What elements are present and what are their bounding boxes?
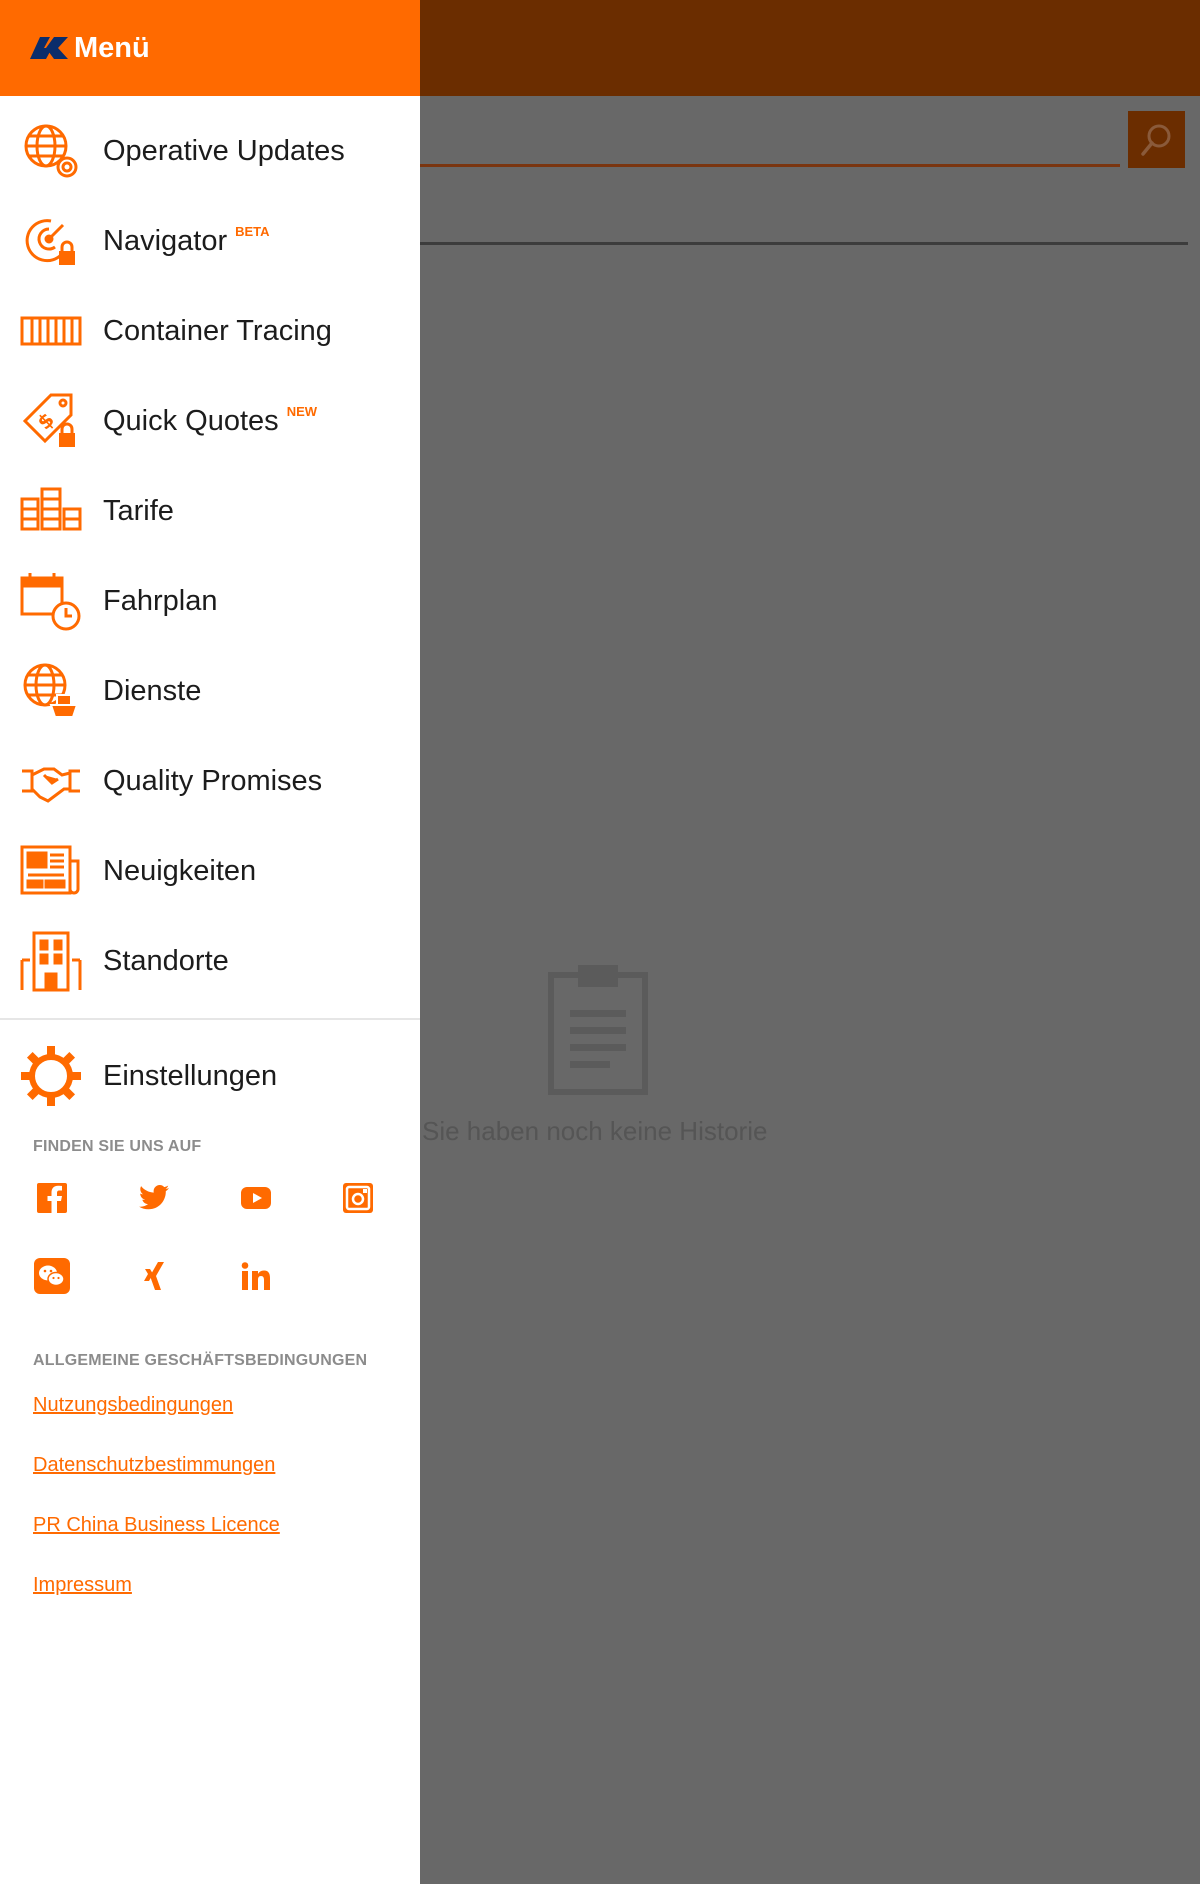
menu-label: Quick Quotes	[103, 404, 279, 437]
twitter-icon[interactable]	[124, 1168, 184, 1228]
search-input[interactable]	[420, 164, 1120, 167]
drawer-menu	[0, 106, 420, 1006]
imprint-link[interactable]: Impressum	[33, 1574, 132, 1596]
privacy-policy-link[interactable]: Datenschutzbestimmungen	[33, 1454, 276, 1476]
settings-label: Einstellungen	[103, 1059, 278, 1092]
youtube-icon[interactable]	[226, 1168, 286, 1228]
social-section-title: FINDEN SIE UNS AUF	[33, 1138, 202, 1155]
gear-icon	[20, 1045, 82, 1107]
menu-label: Dienste	[103, 674, 202, 707]
hapag-logo-icon	[30, 37, 68, 59]
svg-text:$: $	[32, 407, 59, 435]
menu-item-neuigkeiten[interactable]	[0, 826, 420, 916]
drawer-header	[0, 0, 420, 96]
newspaper-icon	[20, 840, 82, 902]
menu-label: Standorte	[103, 944, 229, 977]
drawer-title: Menü	[74, 31, 150, 64]
building-icon	[20, 930, 82, 992]
container-icon	[20, 300, 82, 362]
menu-item-dienste[interactable]	[0, 646, 420, 736]
navigation-drawer	[0, 0, 420, 1884]
terms-of-use-link[interactable]: Nutzungsbedingungen	[33, 1394, 234, 1416]
search-button[interactable]	[1128, 111, 1185, 168]
menu-item-quality-promises[interactable]	[0, 736, 420, 826]
tab-underline	[420, 242, 1188, 245]
menu-item-navigator[interactable]	[0, 196, 420, 286]
legal-links	[0, 1390, 420, 1630]
radar-lock-icon	[20, 210, 82, 272]
menu-item-operative-updates[interactable]	[0, 106, 420, 196]
menu-item-quick-quotes[interactable]	[0, 376, 420, 466]
menu-label: Fahrplan	[103, 584, 218, 617]
globe-gear-icon	[20, 120, 82, 182]
clipboard-icon	[548, 965, 648, 1095]
linkedin-icon[interactable]	[226, 1246, 286, 1306]
menu-label: Neuigkeiten	[103, 854, 257, 887]
social-links	[0, 1168, 420, 1324]
menu-item-container-tracing[interactable]	[0, 286, 420, 376]
globe-ship-icon	[20, 660, 82, 722]
facebook-icon[interactable]	[22, 1168, 82, 1228]
menu-item-fahrplan[interactable]	[0, 556, 420, 646]
search-icon	[1140, 123, 1174, 157]
handshake-icon	[20, 750, 82, 812]
legal-section-title: ALLGEMEINE GESCHÄFTSBEDINGUNGEN	[33, 1352, 368, 1369]
coin-stack-icon	[20, 480, 82, 542]
price-tag-lock-icon	[20, 390, 82, 452]
menu-item-standorte[interactable]	[0, 916, 420, 1006]
calendar-clock-icon	[20, 570, 82, 632]
xing-icon[interactable]	[124, 1246, 184, 1306]
wechat-icon[interactable]	[22, 1246, 82, 1306]
menu-label: Tarife	[103, 494, 174, 527]
china-business-licence-link[interactable]: PR China Business Licence	[33, 1514, 280, 1536]
menu-label: Container Tracing	[103, 314, 332, 347]
beta-badge: BETA	[235, 223, 270, 239]
new-badge: NEW	[286, 403, 318, 419]
empty-history-text: Sie haben noch keine Historie	[422, 1116, 768, 1146]
menu-item-einstellungen[interactable]	[0, 1020, 420, 1132]
menu-label: Navigator	[103, 224, 228, 257]
menu-item-tarife[interactable]	[0, 466, 420, 556]
menu-label: Operative Updates	[103, 134, 345, 167]
instagram-icon[interactable]	[328, 1168, 388, 1228]
menu-label: Quality Promises	[103, 764, 323, 797]
